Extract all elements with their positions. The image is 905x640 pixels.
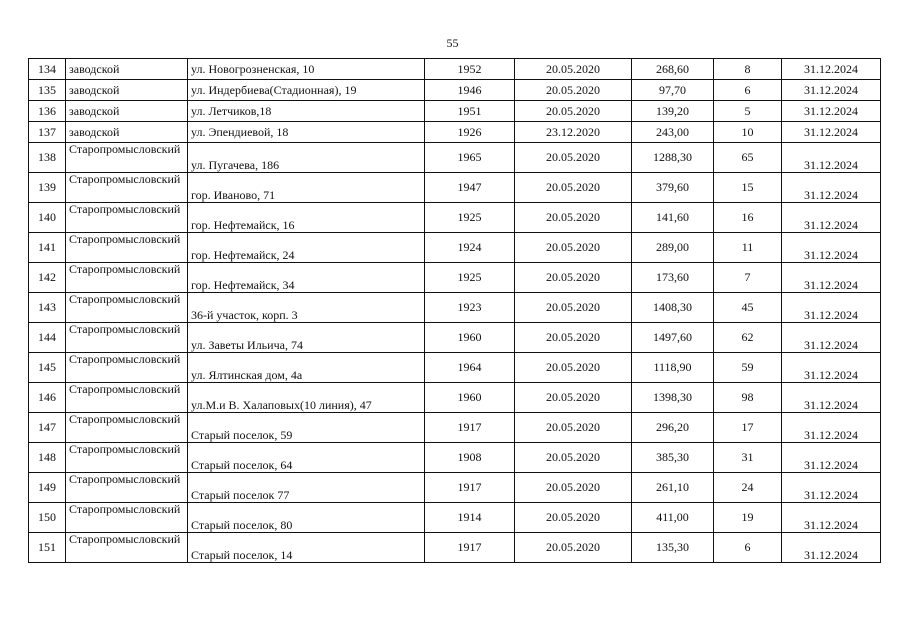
area-cell: 135,30	[632, 533, 714, 563]
table-row	[29, 533, 881, 563]
date-cell: 20.05.2020	[515, 173, 632, 203]
date-cell: 20.05.2020	[515, 143, 632, 173]
deadline-cell: 31.12.2024	[782, 353, 881, 383]
address-cell: ул. Эпендиевой, 18	[188, 122, 425, 143]
address-cell: Старый поселок, 64	[188, 443, 425, 473]
area-cell: 385,30	[632, 443, 714, 473]
year-built-cell: 1917	[425, 533, 515, 563]
residents-count-cell: 24	[714, 473, 782, 503]
area-cell: 1408,30	[632, 293, 714, 323]
date-cell: 20.05.2020	[515, 293, 632, 323]
table-row	[29, 101, 881, 122]
table-row	[29, 173, 881, 203]
residents-count-cell: 62	[714, 323, 782, 353]
address-cell: гор. Иваново, 71	[188, 173, 425, 203]
year-built-cell: 1914	[425, 503, 515, 533]
row-number-cell: 147	[29, 413, 66, 443]
row-number-cell: 149	[29, 473, 66, 503]
date-cell: 20.05.2020	[515, 413, 632, 443]
deadline-cell: 31.12.2024	[782, 80, 881, 101]
table-row	[29, 122, 881, 143]
district-cell: заводской	[66, 59, 188, 80]
district-cell: Старопромысловский	[66, 503, 188, 533]
date-cell: 23.12.2020	[515, 122, 632, 143]
date-cell: 20.05.2020	[515, 473, 632, 503]
table-row	[29, 473, 881, 503]
residents-count-cell: 6	[714, 80, 782, 101]
area-cell: 243,00	[632, 122, 714, 143]
area-cell: 261,10	[632, 473, 714, 503]
row-number-cell: 137	[29, 122, 66, 143]
year-built-cell: 1925	[425, 263, 515, 293]
date-cell: 20.05.2020	[515, 233, 632, 263]
table-row	[29, 143, 881, 173]
district-cell: Старопромысловский	[66, 533, 188, 563]
address-cell: 36-й участок, корп. 3	[188, 293, 425, 323]
address-cell: Старый поселок 77	[188, 473, 425, 503]
address-cell: Старый поселок, 59	[188, 413, 425, 443]
row-number-cell: 134	[29, 59, 66, 80]
deadline-cell: 31.12.2024	[782, 383, 881, 413]
date-cell: 20.05.2020	[515, 503, 632, 533]
area-cell: 289,00	[632, 233, 714, 263]
page-number: 55	[446, 36, 459, 50]
residents-count-cell: 8	[714, 59, 782, 80]
address-cell: ул. Ялтинская дом, 4а	[188, 353, 425, 383]
residents-count-cell: 16	[714, 203, 782, 233]
deadline-cell: 31.12.2024	[782, 233, 881, 263]
date-cell: 20.05.2020	[515, 533, 632, 563]
table-row	[29, 323, 881, 353]
housing-registry-table	[28, 58, 881, 563]
address-cell: ул.М.и В. Халаповых(10 линия), 47	[188, 383, 425, 413]
year-built-cell: 1946	[425, 80, 515, 101]
area-cell: 1288,30	[632, 143, 714, 173]
address-cell: гор. Нефтемайск, 16	[188, 203, 425, 233]
residents-count-cell: 31	[714, 443, 782, 473]
table-row	[29, 263, 881, 293]
year-built-cell: 1917	[425, 473, 515, 503]
residents-count-cell: 17	[714, 413, 782, 443]
year-built-cell: 1923	[425, 293, 515, 323]
deadline-cell: 31.12.2024	[782, 473, 881, 503]
deadline-cell: 31.12.2024	[782, 101, 881, 122]
table-row	[29, 233, 881, 263]
row-number-cell: 150	[29, 503, 66, 533]
address-cell: ул. Индербиева(Стадионная), 19	[188, 80, 425, 101]
date-cell: 20.05.2020	[515, 383, 632, 413]
district-cell: Старопромысловский	[66, 143, 188, 173]
year-built-cell: 1908	[425, 443, 515, 473]
area-cell: 139,20	[632, 101, 714, 122]
address-cell: Старый поселок, 14	[188, 533, 425, 563]
address-cell: ул. Летчиков,18	[188, 101, 425, 122]
residents-count-cell: 10	[714, 122, 782, 143]
date-cell: 20.05.2020	[515, 80, 632, 101]
district-cell: Старопромысловский	[66, 323, 188, 353]
deadline-cell: 31.12.2024	[782, 59, 881, 80]
year-built-cell: 1964	[425, 353, 515, 383]
table-row	[29, 59, 881, 80]
table-row	[29, 443, 881, 473]
row-number-cell: 140	[29, 203, 66, 233]
residents-count-cell: 6	[714, 533, 782, 563]
area-cell: 268,60	[632, 59, 714, 80]
date-cell: 20.05.2020	[515, 263, 632, 293]
year-built-cell: 1924	[425, 233, 515, 263]
residents-count-cell: 19	[714, 503, 782, 533]
row-number-cell: 143	[29, 293, 66, 323]
deadline-cell: 31.12.2024	[782, 443, 881, 473]
table-row	[29, 413, 881, 443]
address-cell: Старый поселок, 80	[188, 503, 425, 533]
row-number-cell: 146	[29, 383, 66, 413]
date-cell: 20.05.2020	[515, 353, 632, 383]
district-cell: заводской	[66, 101, 188, 122]
residents-count-cell: 7	[714, 263, 782, 293]
table-row	[29, 293, 881, 323]
year-built-cell: 1952	[425, 59, 515, 80]
row-number-cell: 144	[29, 323, 66, 353]
row-number-cell: 148	[29, 443, 66, 473]
row-number-cell: 139	[29, 173, 66, 203]
district-cell: Старопромысловский	[66, 173, 188, 203]
address-cell: гор. Нефтемайск, 34	[188, 263, 425, 293]
district-cell: Старопромысловский	[66, 383, 188, 413]
residents-count-cell: 45	[714, 293, 782, 323]
deadline-cell: 31.12.2024	[782, 413, 881, 443]
area-cell: 1497,60	[632, 323, 714, 353]
table-row	[29, 383, 881, 413]
table-row	[29, 503, 881, 533]
residents-count-cell: 15	[714, 173, 782, 203]
year-built-cell: 1947	[425, 173, 515, 203]
deadline-cell: 31.12.2024	[782, 323, 881, 353]
district-cell: Старопромысловский	[66, 263, 188, 293]
area-cell: 1118,90	[632, 353, 714, 383]
area-cell: 97,70	[632, 80, 714, 101]
district-cell: Старопромысловский	[66, 443, 188, 473]
residents-count-cell: 5	[714, 101, 782, 122]
row-number-cell: 141	[29, 233, 66, 263]
area-cell: 296,20	[632, 413, 714, 443]
date-cell: 20.05.2020	[515, 203, 632, 233]
row-number-cell: 138	[29, 143, 66, 173]
deadline-cell: 31.12.2024	[782, 122, 881, 143]
district-cell: Старопромысловский	[66, 473, 188, 503]
year-built-cell: 1960	[425, 323, 515, 353]
table-row	[29, 203, 881, 233]
year-built-cell: 1926	[425, 122, 515, 143]
year-built-cell: 1925	[425, 203, 515, 233]
row-number-cell: 142	[29, 263, 66, 293]
year-built-cell: 1951	[425, 101, 515, 122]
table-row	[29, 353, 881, 383]
address-cell: гор. Нефтемайск, 24	[188, 233, 425, 263]
residents-count-cell: 98	[714, 383, 782, 413]
table-row	[29, 80, 881, 101]
year-built-cell: 1960	[425, 383, 515, 413]
date-cell: 20.05.2020	[515, 323, 632, 353]
row-number-cell: 135	[29, 80, 66, 101]
row-number-cell: 151	[29, 533, 66, 563]
row-number-cell: 145	[29, 353, 66, 383]
date-cell: 20.05.2020	[515, 101, 632, 122]
address-cell: ул. Заветы Ильича, 74	[188, 323, 425, 353]
deadline-cell: 31.12.2024	[782, 533, 881, 563]
area-cell: 1398,30	[632, 383, 714, 413]
district-cell: Старопромысловский	[66, 233, 188, 263]
deadline-cell: 31.12.2024	[782, 293, 881, 323]
address-cell: ул. Новогрозненская, 10	[188, 59, 425, 80]
deadline-cell: 31.12.2024	[782, 263, 881, 293]
district-cell: заводской	[66, 122, 188, 143]
deadline-cell: 31.12.2024	[782, 173, 881, 203]
date-cell: 20.05.2020	[515, 443, 632, 473]
district-cell: Старопромысловский	[66, 413, 188, 443]
district-cell: заводской	[66, 80, 188, 101]
residents-count-cell: 11	[714, 233, 782, 263]
date-cell: 20.05.2020	[515, 59, 632, 80]
deadline-cell: 31.12.2024	[782, 503, 881, 533]
residents-count-cell: 59	[714, 353, 782, 383]
year-built-cell: 1917	[425, 413, 515, 443]
row-number-cell: 136	[29, 101, 66, 122]
area-cell: 141,60	[632, 203, 714, 233]
district-cell: Старопромысловский	[66, 353, 188, 383]
table-body	[29, 59, 881, 563]
district-cell: Старопромысловский	[66, 293, 188, 323]
area-cell: 411,00	[632, 503, 714, 533]
deadline-cell: 31.12.2024	[782, 143, 881, 173]
area-cell: 379,60	[632, 173, 714, 203]
area-cell: 173,60	[632, 263, 714, 293]
address-cell: ул. Пугачева, 186	[188, 143, 425, 173]
district-cell: Старопромысловский	[66, 203, 188, 233]
year-built-cell: 1965	[425, 143, 515, 173]
deadline-cell: 31.12.2024	[782, 203, 881, 233]
residents-count-cell: 65	[714, 143, 782, 173]
